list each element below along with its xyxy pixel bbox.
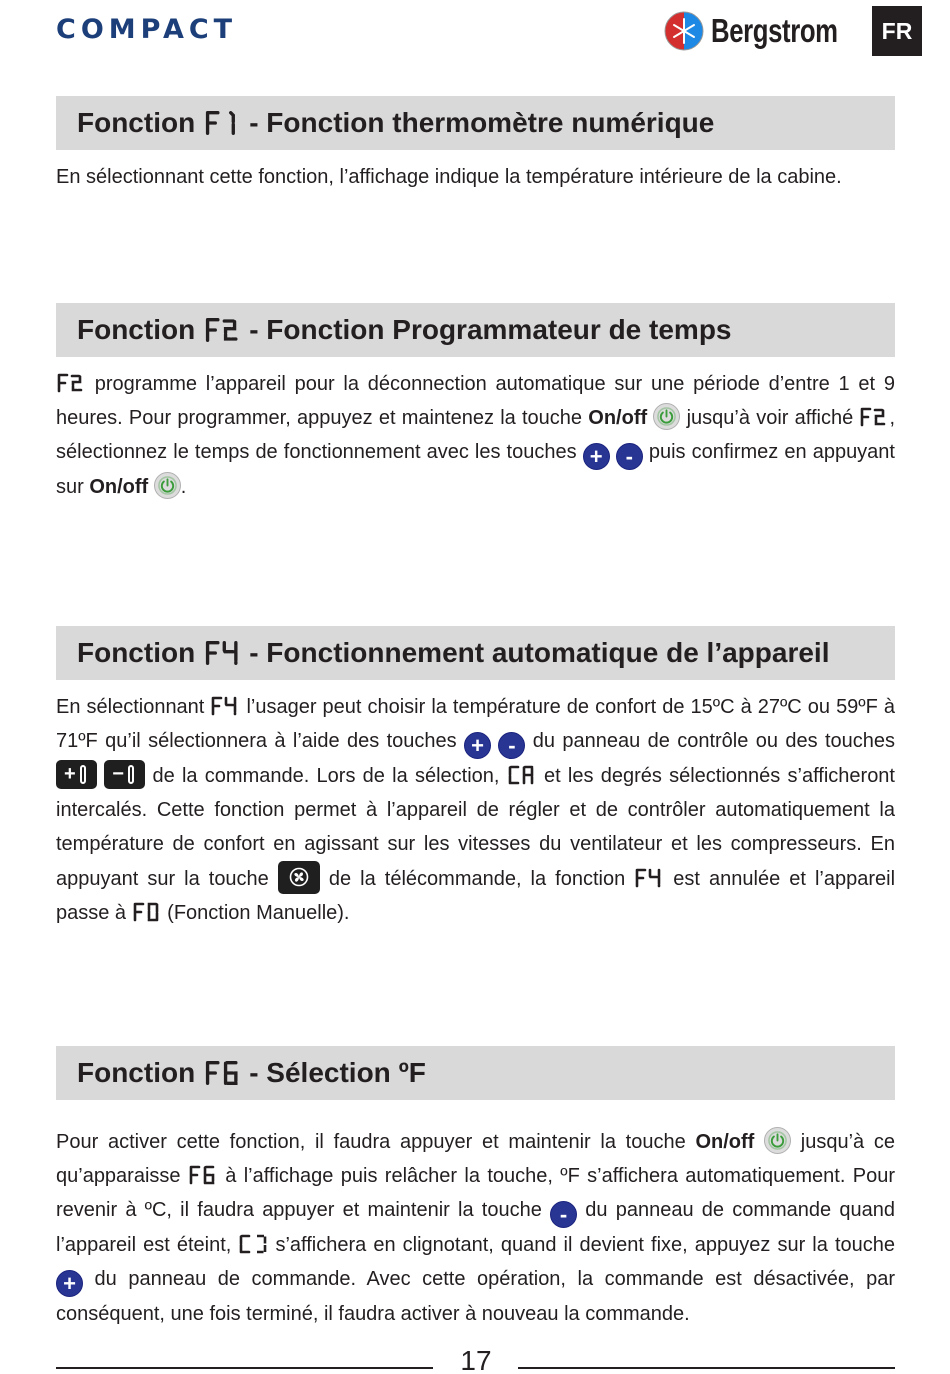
section-title-prefix: Fonction: [77, 107, 196, 138]
plus-button-icon: +: [464, 732, 491, 759]
section-title-text: - Fonction thermomètre numérique: [249, 107, 715, 138]
section-body-f1: [56, 160, 895, 194]
code-f4-inline-icon: [634, 868, 664, 888]
on-off-label: On/off: [89, 476, 149, 498]
body-text: à l’affichage puis relâcher la touche, ºF s’affichera automatiquement. Pour revenir à ºC, il faudra appuyer et maintenir la touche: [56, 1165, 895, 1221]
plus-symbol: +: [64, 763, 76, 785]
section-body-f6: [56, 1125, 895, 1331]
bergstrom-logo: [663, 8, 873, 54]
section-title-text: - Sélection ºF: [249, 1057, 426, 1088]
code-f0-inline-icon: [132, 902, 162, 922]
section-header-f1: [56, 96, 895, 150]
minus-symbol: −: [112, 763, 124, 785]
body-text: jusqu’à voir affiché: [680, 407, 860, 429]
body-text: est annulée et l’appareil passe à: [56, 868, 896, 924]
section-header-f4: [56, 626, 895, 680]
section-body-f4: [56, 690, 895, 930]
body-text: s’affichera en clignotant, quand il devient fixe, appuyez sur la touche: [268, 1234, 895, 1256]
code-f6-icon: [205, 1059, 241, 1087]
on-off-label: On/off: [588, 407, 648, 429]
body-text: , sélectionnez le temps de fonctionnement avec les touches: [56, 407, 896, 463]
plus-button-icon: +: [56, 1270, 83, 1297]
body-text: du panneau de contrôle ou des touches: [525, 730, 895, 752]
minus-button-icon: -: [616, 443, 643, 470]
section-title-prefix: Fonction: [77, 314, 196, 345]
power-button-icon: [154, 472, 181, 499]
body-text: puis confirmez en appuyant sur: [56, 441, 895, 498]
remote-plus-button-icon: [56, 760, 97, 789]
thermometer-icon: [80, 765, 86, 784]
body-text: de la commande. Lors de la sélection,: [145, 765, 507, 787]
remote-minus-button-icon: [104, 760, 145, 789]
fan-button-icon: [278, 861, 320, 894]
code-f4-inline-icon: [210, 696, 240, 716]
body-text: Pour activer cette fonction, il faudra appuyer et maintenir la touche: [56, 1131, 696, 1153]
code-f2-icon: [205, 316, 241, 344]
body-text: programme l’appareil pour la déconnection automatique sur une période d’entre 1 et 9 heures. Pour programmer, appuyez et maintenez la touche: [56, 373, 895, 429]
code-ca-inline-icon: [507, 765, 537, 785]
brand-title: COMPACT: [56, 14, 238, 45]
body-text: .: [180, 476, 187, 498]
minus-button-icon: -: [498, 732, 525, 759]
power-button-icon: [764, 1127, 791, 1154]
minus-button-icon: -: [550, 1201, 577, 1228]
body-text: et les degrés sélectionnés s’afficheront intercalés. Cette fonction permet à l’appareil de régler et de contrôler automatiquement la température de confort en agissant sur les vitesses du ventilateur et les compresseurs. En appuyant sur la touche: [56, 765, 895, 890]
footer-rule-left: [56, 1367, 433, 1369]
language-badge: FR: [872, 6, 922, 56]
section-title-text: - Fonction Programmateur de temps: [249, 314, 732, 345]
snowflake-sun-logo-icon: [663, 10, 705, 52]
code-f2-inline-icon: [859, 407, 889, 427]
body-text: du panneau de commande quand l’appareil est éteint,: [56, 1199, 896, 1256]
section-header-f6: [56, 1046, 895, 1100]
body-text: du panneau de commande. Avec cette opération, la commande est désactivée, par conséquent, une fois terminé, il faudra activer à nouveau la commande.: [56, 1268, 895, 1325]
body-text: de la télécommande, la fonction: [319, 868, 635, 890]
body-text: jusqu’à ce qu’apparaisse: [56, 1131, 895, 1187]
footer-rule-right: [518, 1367, 895, 1369]
thermometer-icon: [128, 765, 134, 784]
body-text: En sélectionnant cette fonction, l’affichage indique la température intérieure de la cabine.: [56, 166, 842, 188]
code-f4-icon: [205, 639, 241, 667]
section-header-f2: [56, 303, 895, 357]
section-title-prefix: Fonction: [77, 1057, 196, 1088]
body-text: (Fonction Manuelle).: [161, 902, 350, 924]
code-f1-icon: [205, 109, 241, 137]
code-f6-inline-icon: [188, 1165, 218, 1185]
on-off-label: On/off: [695, 1131, 755, 1153]
power-button-icon: [653, 403, 680, 430]
body-text: l’usager peut choisir la température de confort de 15ºC à 27ºC ou 59ºF à 71ºF qu’il sélectionnera à l’aide des touches: [56, 696, 895, 752]
section-body-f2: [56, 367, 895, 504]
page-number: 17: [460, 1345, 492, 1374]
plus-button-icon: +: [583, 443, 610, 470]
section-title-prefix: Fonction: [77, 637, 196, 668]
body-text: En sélectionnant: [56, 696, 211, 718]
section-title-text: - Fonctionnement automatique de l’appareil: [249, 637, 830, 668]
code-f2-inline-icon: [56, 373, 86, 393]
code-c-inline-icon: [238, 1234, 268, 1254]
logo-wordmark: Bergstrom: [711, 12, 838, 49]
